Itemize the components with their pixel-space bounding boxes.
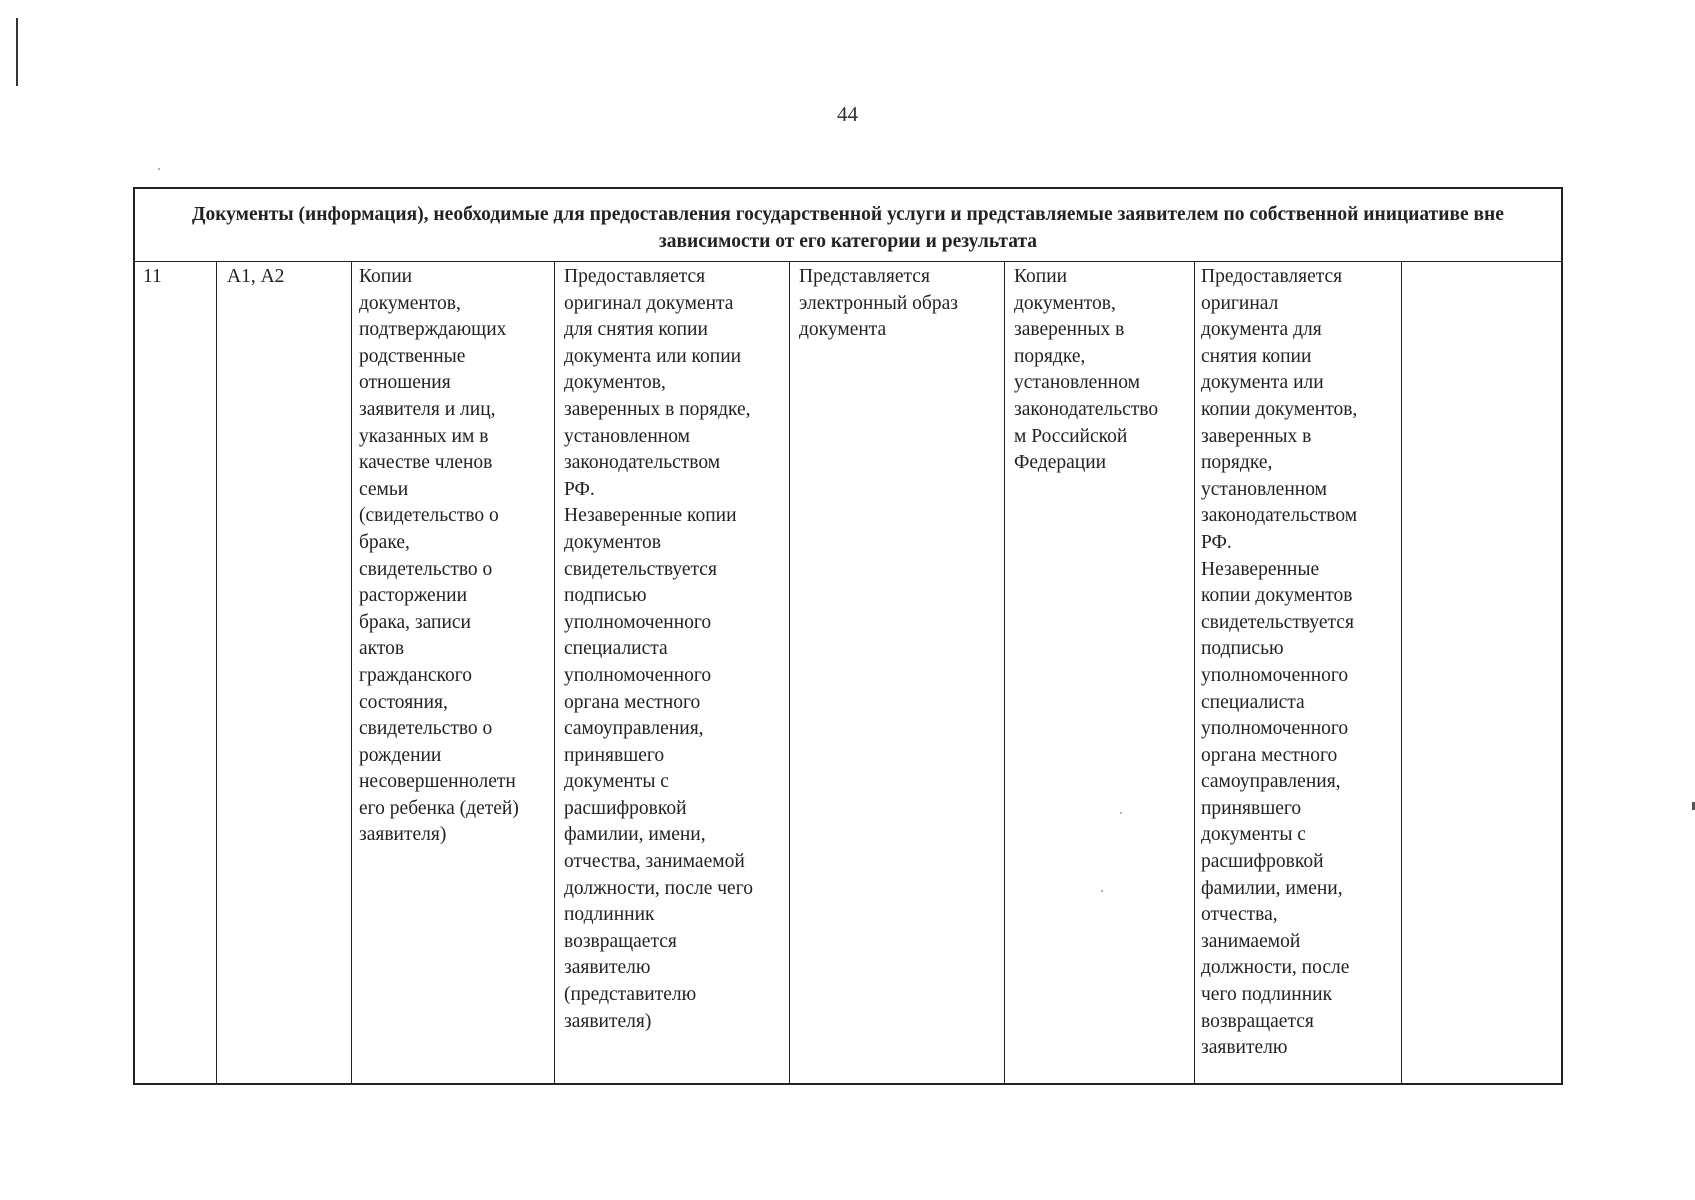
notes-cell <box>1402 262 1561 1083</box>
in-person-submission-cell: Предоставляется оригинал документа для снятия копии документа или копии документов, заверенных в порядке, установленном законодательством РФ. Незаверенные копии документов свидетельствуется подписью уполномоченного специалиста уполномоченного органа местного самоуправления, принявшего документы с расшифровкой фамилии, имени, отчества, занимаемой должности, после чего подлинник возвращается заявителю (представителю заявителя) <box>555 262 790 1083</box>
electronic-submission-cell: Представляется электронный образ документа <box>790 262 1005 1083</box>
scan-speck <box>158 168 160 170</box>
applicant-category-cell: А1, А2 <box>217 262 352 1083</box>
document-name-cell: Копии документов, подтверждающих родственные отношения заявителя и лиц, указанных им в качестве членов семьи (свидетельство о браке, свидетельство о расторжении брака, записи актов гражданского состояния, свидетельство о рождении несовершеннолетн его ребенка (детей) заявителя) <box>352 262 555 1083</box>
documents-table <box>133 187 1563 1085</box>
mail-submission-cell: Копии документов, заверенных в порядке, установленном законодательство м Российской Федерации <box>1005 262 1195 1083</box>
mfc-submission-cell: Предоставляется оригинал документа для снятия копии документа или копии документов, заверенных в порядке, установленном законодательством РФ. Незаверенные копии документов свидетельствуется подписью уполномоченного специалиста уполномоченного органа местного самоуправления, принявшего документы с расшифровкой фамилии, имени, отчества, занимаемой должности, после чего подлинник возвращается заявителю <box>1195 262 1402 1083</box>
row-number-cell: 11 <box>135 262 217 1083</box>
scan-margin-mark <box>16 18 18 86</box>
page-number: 44 <box>837 102 858 126</box>
table-heading: Документы (информация), необходимые для предоставления государственной услуги и представляемые заявителем по собственной инициативе вне зависимости от его категории и результата <box>135 189 1561 262</box>
